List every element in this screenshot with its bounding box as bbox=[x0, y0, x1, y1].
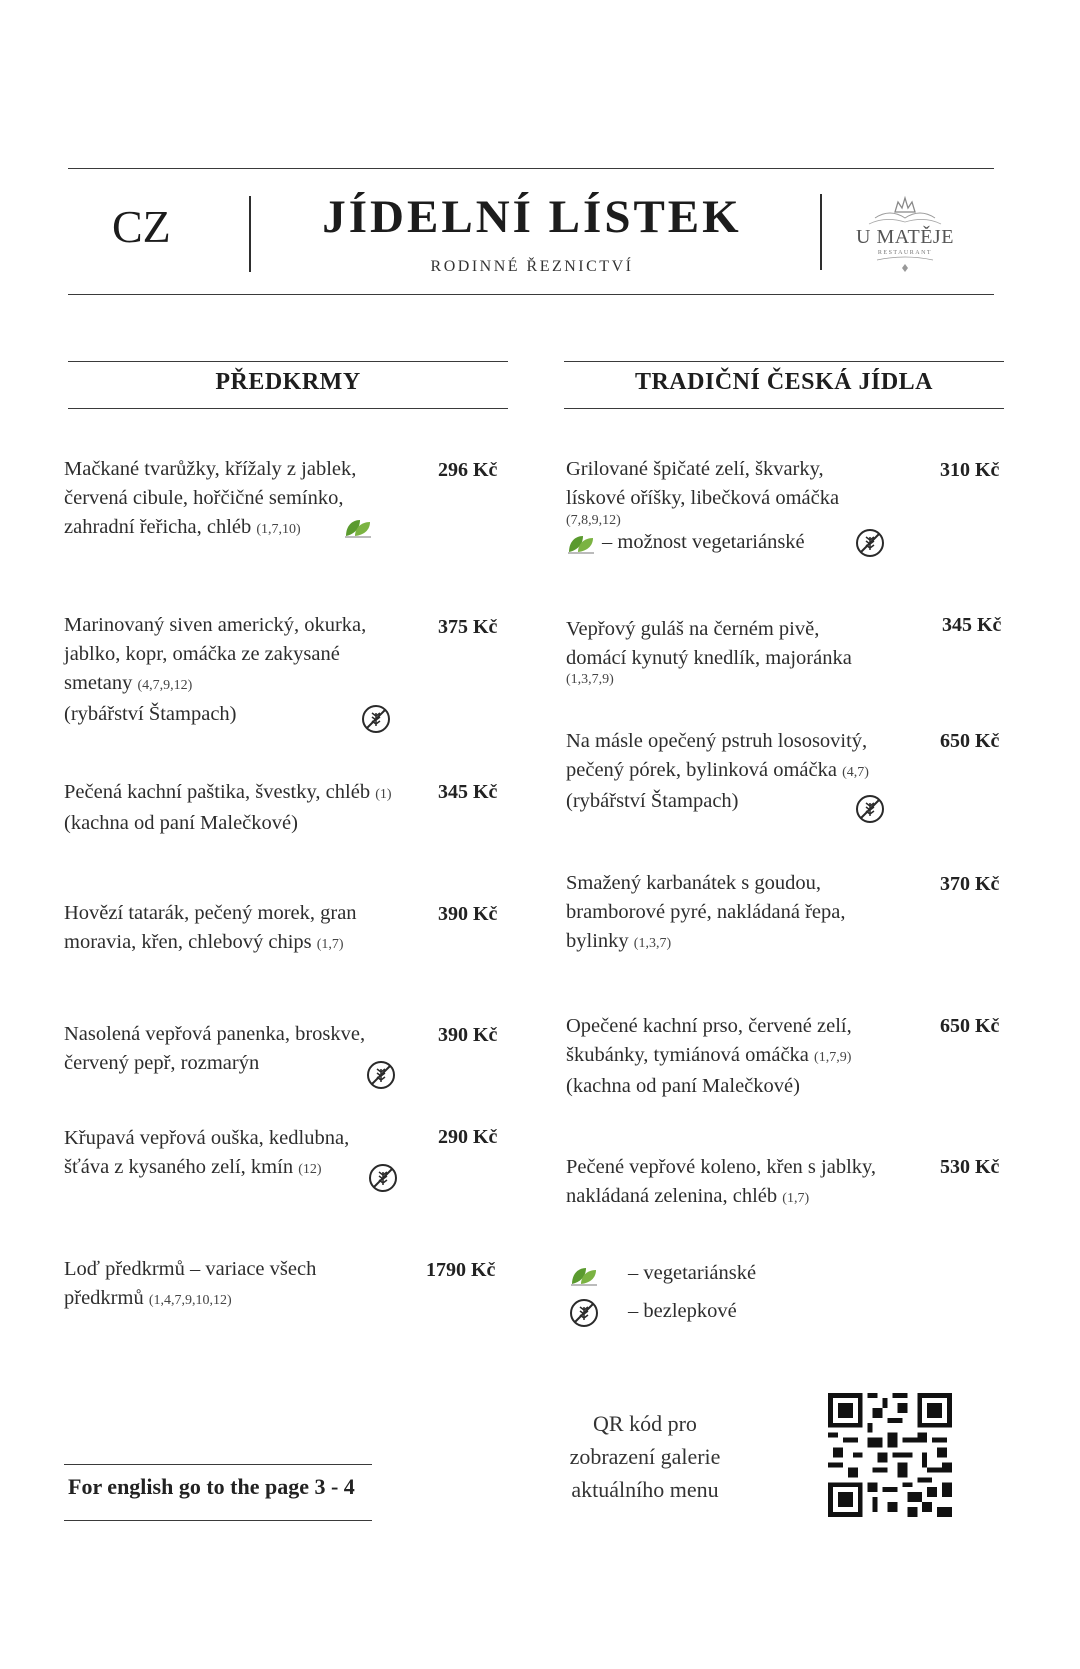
header-bottom-rule bbox=[68, 294, 994, 295]
qr-caption bbox=[550, 1407, 740, 1506]
menu-item-pstruh bbox=[566, 727, 869, 816]
menu-item-panenka bbox=[64, 1020, 365, 1078]
item-line: (rybářství Štampach) bbox=[64, 703, 237, 725]
qr-caption-line: aktuálního menu bbox=[571, 1477, 719, 1502]
leaf-icon bbox=[566, 532, 596, 554]
item-line: (kachna od paní Malečkové) bbox=[64, 812, 298, 834]
item-price: 390 Kč bbox=[438, 1024, 498, 1046]
item-line: Mačkané tvarůžky, křížaly z jablek, bbox=[64, 458, 357, 480]
item-line: (kachna od paní Malečkové) bbox=[566, 1075, 800, 1097]
item-line: červená cibule, hořčičné semínko, bbox=[64, 487, 344, 509]
item-price: 650 Kč bbox=[940, 1015, 1000, 1037]
allergens: (1,3,7,9) bbox=[566, 672, 614, 687]
qr-caption-line: zobrazení galerie bbox=[569, 1444, 721, 1469]
menu-item-lod-predkrmu bbox=[64, 1255, 316, 1315]
item-line: domácí kynutý knedlík, majoránka bbox=[566, 647, 852, 669]
item-line: pečený pórek, bylinková omáčka (4,7) bbox=[566, 759, 869, 781]
allergens: (1,4,7,9,10,12) bbox=[148, 1293, 232, 1308]
item-line: Smažený karbanátek s goudou, bbox=[566, 872, 822, 894]
gluten-free-icon bbox=[569, 1298, 599, 1328]
item-line: Nasolená vepřová panenka, broskve, bbox=[64, 1023, 366, 1045]
item-line: Opečené kachní prso, červené zelí, bbox=[566, 1015, 852, 1037]
section-title-predkrmy: PŘEDKRMY bbox=[215, 369, 361, 395]
gluten-free-icon bbox=[855, 794, 885, 824]
leaf-icon bbox=[569, 1264, 599, 1286]
item-line: bramborové pyré, nakládaná řepa, bbox=[566, 901, 846, 923]
english-note: For english go to the page 3 - 4 bbox=[68, 1474, 355, 1499]
item-line: jablko, kopr, omáčka ze zakysané bbox=[64, 643, 340, 665]
section-title-tradicni: TRADIČNÍ ČESKÁ JÍDLA bbox=[634, 369, 934, 395]
menu-item-tvaruzky bbox=[64, 455, 356, 544]
item-line: šťáva z kysaného zelí, kmín (12) bbox=[64, 1156, 322, 1178]
item-line: lískové oříšky, libečková omáčka bbox=[566, 487, 840, 509]
item-price: 650 Kč bbox=[940, 730, 1000, 752]
header-divider-right bbox=[820, 194, 822, 270]
item-price: 310 Kč bbox=[940, 459, 1000, 481]
item-line: smetany (4,7,9,12) bbox=[64, 672, 193, 694]
allergens: (1) bbox=[375, 787, 392, 802]
left-section-top-rule bbox=[68, 361, 508, 362]
item-line: předkrmů (1,4,7,9,10,12) bbox=[64, 1287, 232, 1309]
item-line: nakládaná zelenina, chléb (1,7) bbox=[566, 1185, 810, 1207]
allergens: (12) bbox=[298, 1162, 322, 1177]
gluten-free-icon bbox=[368, 1163, 398, 1193]
legend-vegetarian: – vegetariánské bbox=[628, 1262, 757, 1284]
item-line: Na másle opečený pstruh lososovitý, bbox=[566, 730, 868, 752]
menu-item-spicate-zeli bbox=[566, 455, 839, 529]
vegetarian-option-note: – možnost vegetariánské bbox=[602, 531, 805, 553]
item-price: 345 Kč bbox=[942, 614, 1002, 636]
menu-item-tatarak bbox=[64, 899, 357, 959]
allergens: (1,7) bbox=[782, 1191, 810, 1206]
item-price: 375 Kč bbox=[438, 616, 498, 638]
header-divider-left bbox=[249, 196, 251, 272]
language-label: CZ bbox=[112, 201, 171, 252]
allergens: (1,3,7) bbox=[633, 936, 672, 951]
item-line: škubánky, tymiánová omáčka (1,7,9) bbox=[566, 1044, 852, 1066]
menu-item-pastika bbox=[64, 778, 392, 838]
english-note-top-rule bbox=[64, 1464, 372, 1465]
item-line: Pečená kachní paštika, švestky, chléb (1) bbox=[64, 781, 392, 803]
legend-gluten-free: – bezlepkové bbox=[628, 1300, 737, 1322]
item-line: červený pepř, rozmarýn bbox=[64, 1052, 260, 1074]
item-price: 530 Kč bbox=[940, 1156, 1000, 1178]
allergens: (4,7) bbox=[842, 765, 869, 780]
menu-item-koleno bbox=[566, 1153, 876, 1213]
logo-name: U MATĚJE bbox=[856, 226, 954, 248]
menu-item-karbanatek bbox=[566, 869, 845, 958]
right-section-bottom-rule bbox=[564, 408, 1004, 409]
qr-code-icon[interactable] bbox=[828, 1393, 952, 1517]
item-price: 370 Kč bbox=[940, 873, 1000, 895]
item-line: Marinovaný siven americký, okurka, bbox=[64, 614, 367, 636]
item-price: 390 Kč bbox=[438, 903, 498, 925]
item-line: Křupavá vepřová ouška, kedlubna, bbox=[64, 1127, 350, 1149]
qr-caption-line: QR kód pro bbox=[593, 1411, 697, 1436]
header-top-rule bbox=[68, 168, 994, 169]
menu-item-ouska bbox=[64, 1124, 349, 1184]
english-note-bottom-rule bbox=[64, 1520, 372, 1521]
item-line: Vepřový guláš na černém pivě, bbox=[566, 618, 820, 640]
page-subtitle: RODINNÉ ŘEZNICTVÍ bbox=[430, 258, 634, 275]
item-line: Loď předkrmů – variace všech bbox=[64, 1258, 317, 1280]
item-price: 345 Kč bbox=[438, 781, 498, 803]
allergens: (1,7,10) bbox=[256, 522, 301, 537]
gluten-free-icon bbox=[366, 1060, 396, 1090]
leaf-icon bbox=[343, 516, 373, 538]
page-title: JÍDELNÍ LÍSTEK bbox=[322, 191, 742, 243]
item-price: 1790 Kč bbox=[426, 1259, 496, 1281]
allergens: (1,7,9) bbox=[814, 1050, 852, 1065]
allergens: (4,7,9,12) bbox=[137, 678, 193, 693]
item-line: moravia, křen, chlebový chips (1,7) bbox=[64, 931, 344, 953]
allergens: (1,7) bbox=[316, 937, 344, 952]
item-line: Pečené vepřové koleno, křen s jablky, bbox=[566, 1156, 877, 1178]
item-line: Hovězí tatarák, pečený morek, gran bbox=[64, 902, 357, 924]
menu-item-siven bbox=[64, 611, 366, 729]
item-line: Grilované špičaté zelí, škvarky, bbox=[566, 458, 824, 480]
restaurant-logo bbox=[855, 190, 955, 280]
left-section-bottom-rule bbox=[68, 408, 508, 409]
gluten-free-icon bbox=[855, 528, 885, 558]
item-line: bylinky (1,3,7) bbox=[566, 930, 672, 952]
right-section-top-rule bbox=[564, 361, 1004, 362]
menu-item-gulas bbox=[566, 615, 852, 687]
item-line: (rybářství Štampach) bbox=[566, 790, 739, 812]
item-price: 296 Kč bbox=[438, 459, 498, 481]
menu-item-kachni-prso bbox=[566, 1012, 852, 1101]
gluten-free-icon bbox=[361, 704, 391, 734]
allergens: (7,8,9,12) bbox=[566, 513, 621, 528]
item-line: zahradní řeřicha, chléb (1,7,10) bbox=[64, 516, 301, 538]
logo-subtitle: RESTAURANT bbox=[877, 250, 933, 256]
item-price: 290 Kč bbox=[438, 1126, 498, 1148]
